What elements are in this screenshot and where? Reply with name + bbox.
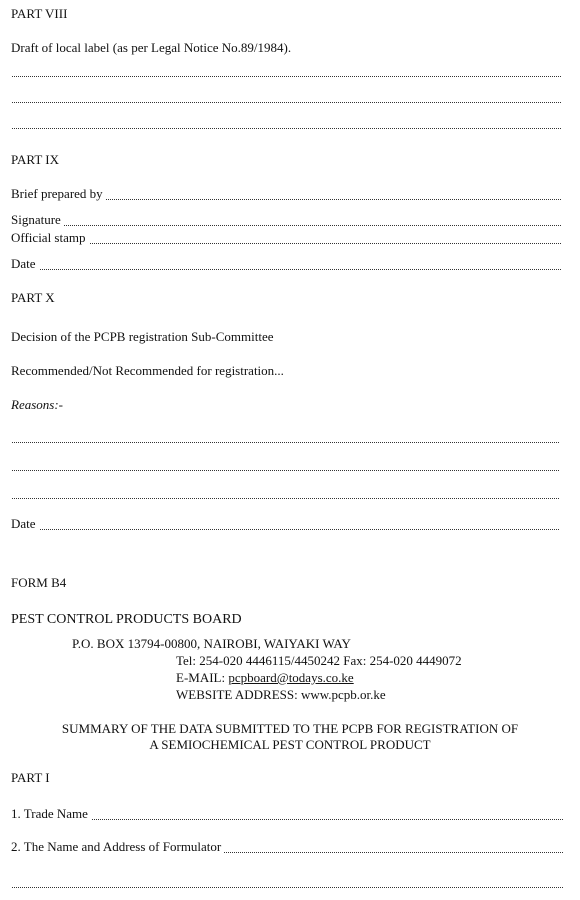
recommendation-text: Recommended/Not Recommended for registration... [11,363,284,378]
trade-name-label: 1. Trade Name [11,806,91,822]
form-code: FORM B4 [11,575,67,590]
decision-date-label: Date [11,516,39,532]
dotted-line [12,484,559,499]
brief-prepared-label: Brief prepared by [11,186,106,202]
dotted-line [12,873,563,888]
part-viii-heading: PART VIII [11,6,68,21]
decision-text: Decision of the PCPB registration Sub-Committee [11,329,274,344]
signature-label: Signature [11,212,64,228]
board-tel-fax: Tel: 254-020 4446115/4450242 Fax: 254-020 4449072 [176,653,462,668]
part-x-heading: PART X [11,290,55,305]
formulator-label: 2. The Name and Address of Formulator [11,839,224,855]
dotted-line [12,805,563,820]
dotted-line [12,255,561,270]
board-name: PEST CONTROL PRODUCTS BOARD [11,612,242,627]
part-ix-heading: PART IX [11,152,59,167]
dotted-line [12,62,561,77]
dotted-line [12,211,561,226]
official-stamp-label: Official stamp [11,230,89,246]
reasons-label: Reasons:- [11,397,63,412]
board-address: P.O. BOX 13794-00800, NAIROBI, WAIYAKI WAY [72,636,351,651]
board-website: WEBSITE ADDRESS: www.pcpb.or.ke [176,687,386,702]
dotted-line [12,456,559,471]
dotted-line [12,515,559,530]
draft-label-text: Draft of local label (as per Legal Notice No.89/1984). [11,40,292,55]
dotted-line [12,428,559,443]
date-label: Date [11,256,39,272]
part-i-heading: PART I [11,770,50,785]
dotted-line [12,88,561,103]
dotted-line [12,114,561,129]
email-link[interactable]: pcpboard@todays.co.ke [228,670,354,685]
email-label: E-MAIL: [176,670,229,685]
summary-title-line1: SUMMARY OF THE DATA SUBMITTED TO THE PCPB FOR REGISTRATION OF [61,721,519,736]
board-email-line [176,670,354,686]
summary-title-line2: A SEMIOCHEMICAL PEST CONTROL PRODUCT [149,737,431,752]
dotted-line [12,229,561,244]
